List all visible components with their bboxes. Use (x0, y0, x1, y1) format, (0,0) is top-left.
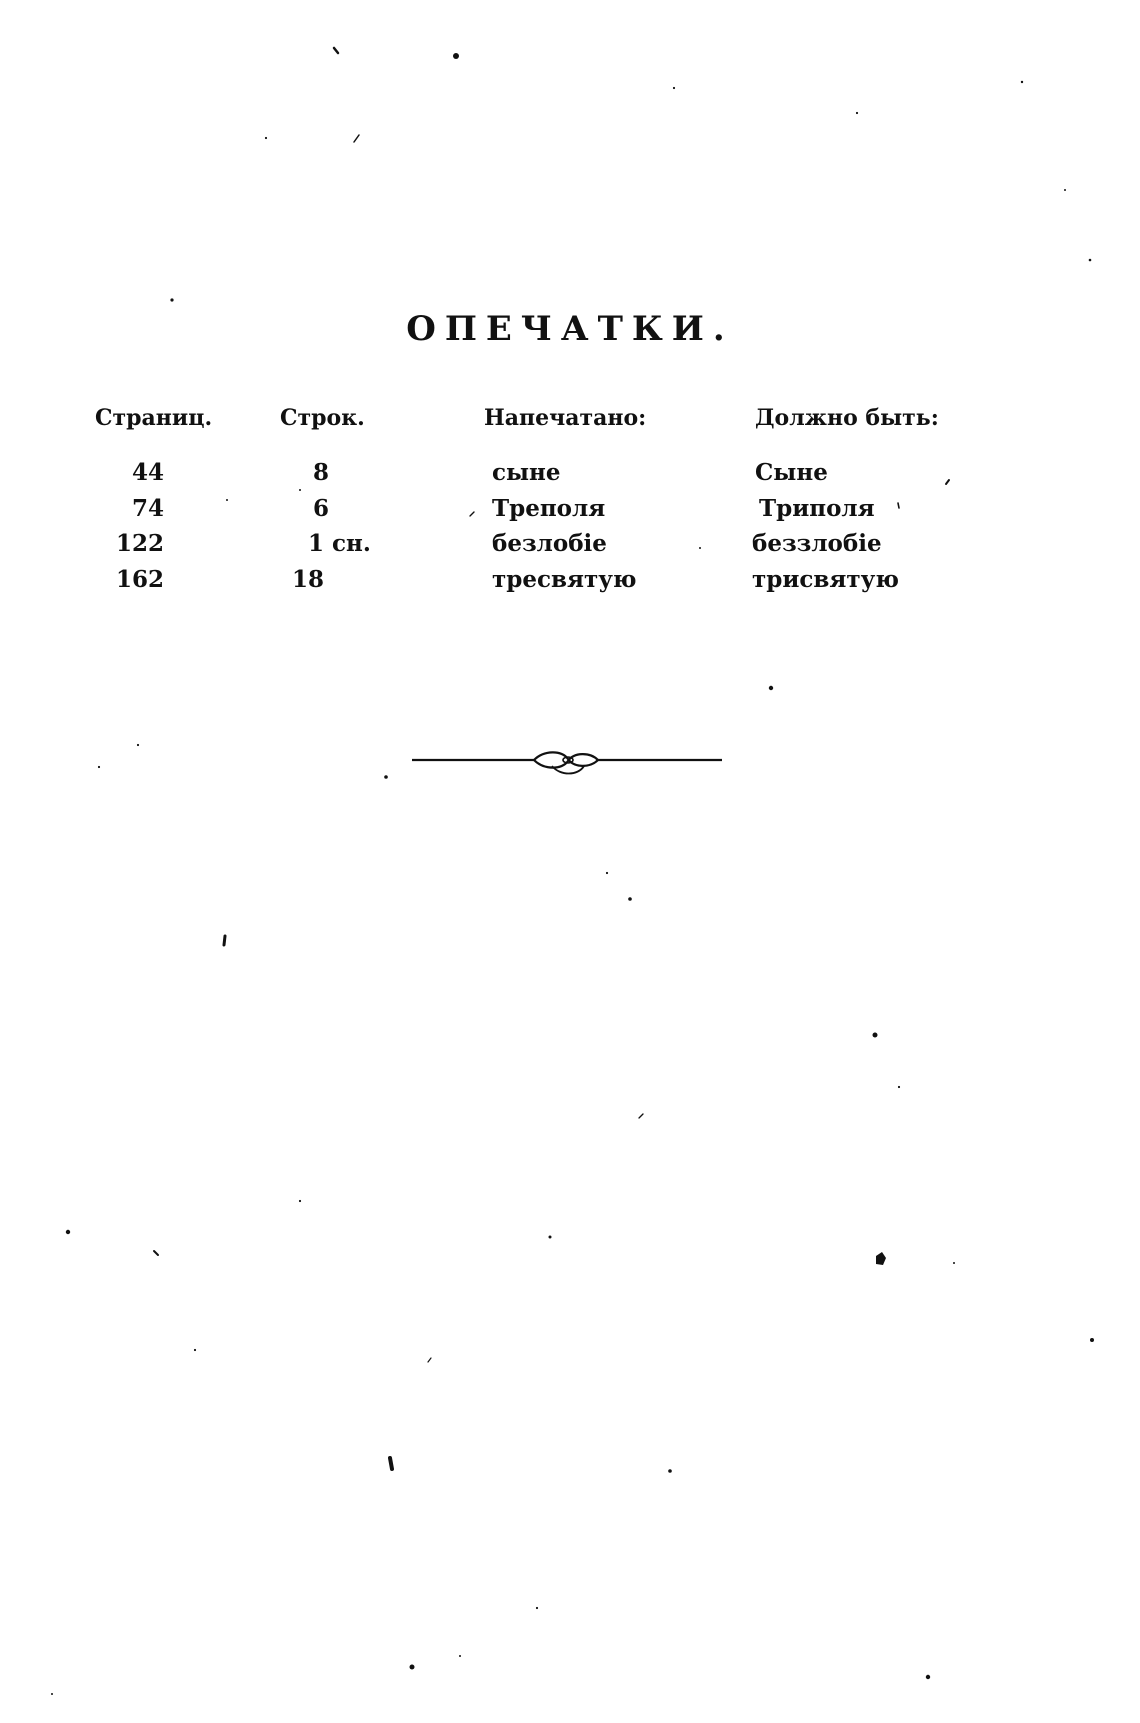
table-row-printed: безлобіе (492, 530, 607, 557)
column-header-line: Строк. (280, 405, 365, 431)
table-row-printed: тресвятую (492, 566, 637, 593)
page-title: ОПЕЧАТКИ. (406, 309, 734, 349)
table-row-line: 18 (292, 566, 325, 593)
table-row-page: 122 (115, 530, 164, 557)
column-header-should-be: Должно быть: (755, 405, 939, 431)
table-row-page: 74 (131, 495, 164, 522)
table-row-should-be: Сыне (755, 459, 828, 486)
column-header-page: Страниц. (95, 405, 213, 431)
column-header-printed: Напечатано: (484, 405, 647, 431)
table-row-printed: сыне (492, 459, 561, 486)
table-row-line: 8 (313, 459, 330, 486)
table-row-should-be: трисвятую (752, 566, 899, 593)
table-row-should-be: Триполя (759, 495, 875, 522)
table-row-line: 1 сн. (308, 530, 371, 557)
table-row-line: 6 (313, 495, 330, 522)
table-row-printed: Треполя (492, 495, 606, 522)
table-row-page: 162 (115, 566, 164, 593)
divider-flourish-icon (412, 746, 722, 780)
table-row-should-be: беззлобіе (752, 530, 882, 557)
table-row-page: 44 (131, 459, 164, 486)
